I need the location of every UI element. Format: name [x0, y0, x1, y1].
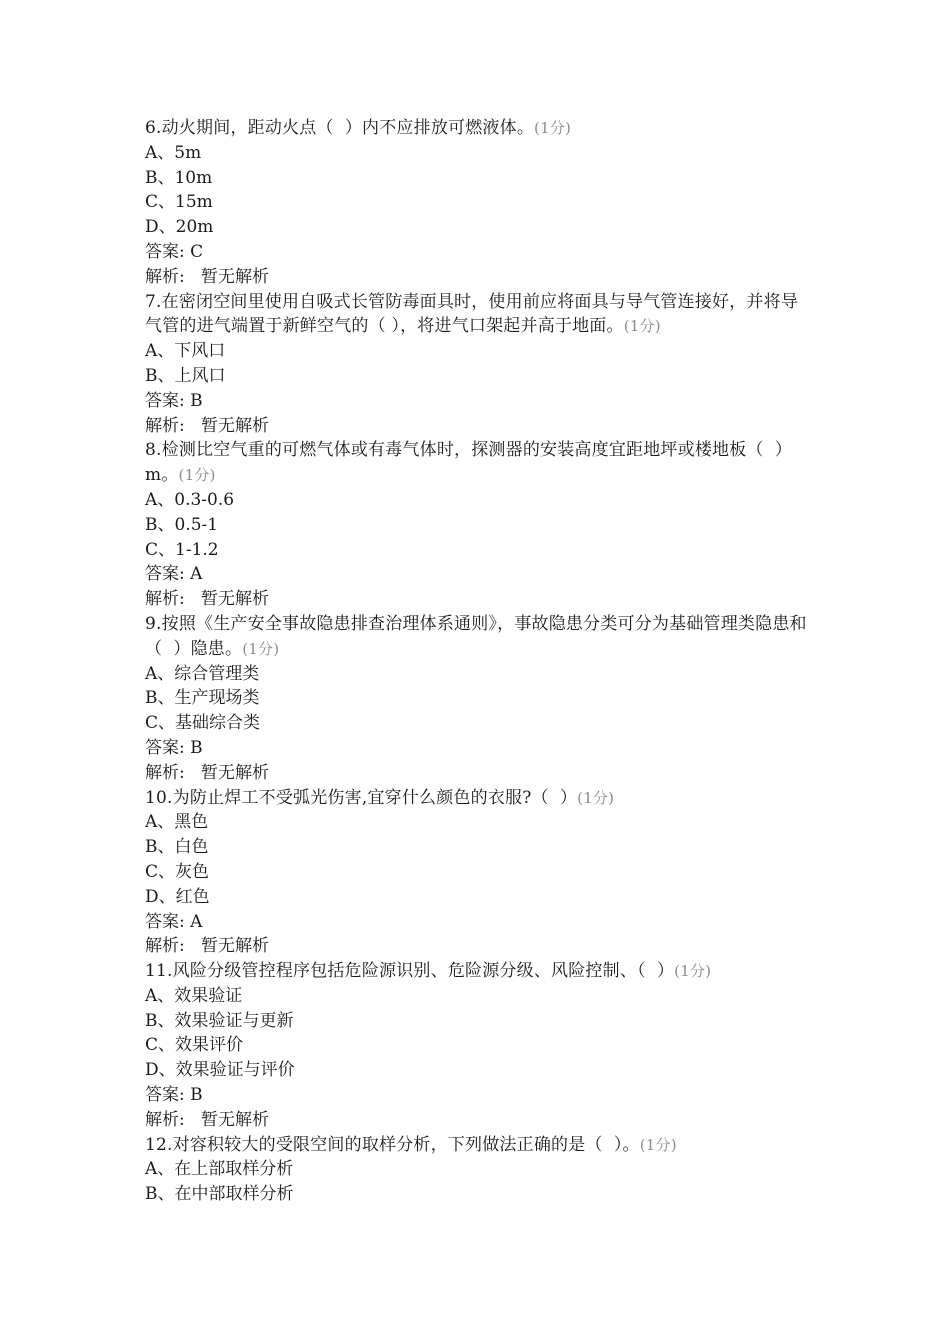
analysis: 解析: 暂无解析 [145, 415, 269, 436]
analysis: 解析: 暂无解析 [145, 762, 269, 783]
option-c: C、效果评价 [145, 1035, 244, 1056]
question-text: 7.在密闭空间里使用自吸式长管防毒面具时，使用前应将面具与导气管连接好，并将导气管的进气端置于新鲜空气的（ ），将进气口架起并高于地面。 [145, 291, 799, 337]
answer: 答案: A [145, 564, 203, 585]
question-score: (1分) [623, 317, 661, 336]
question-12 [145, 1133, 810, 1158]
analysis: 解析: 暂无解析 [145, 266, 269, 287]
option-b: B、10m [145, 167, 213, 188]
option-a: A、综合管理类 [145, 663, 260, 684]
question-7 [145, 290, 810, 340]
question-text: 10.为防止焊工不受弧光伤害,宜穿什么颜色的衣服?（ ） [145, 787, 578, 808]
question-text: 12.对容积较大的受限空间的取样分析，下列做法正确的是（ ）。 [145, 1134, 640, 1155]
option-b: B、0.5-1 [145, 514, 219, 535]
question-text: 8.检测比空气重的可燃气体或有毒气体时，探测器的安装高度宜距地坪或楼地板（ ）m。 [145, 440, 793, 486]
question-text: 9.按照《生产安全事故隐患排查治理体系通则》，事故隐患分类可分为基础管理类隐患和（ ）隐患。 [145, 613, 807, 659]
question-score: (1分) [178, 466, 216, 485]
option-a: A、下风口 [145, 341, 226, 362]
analysis: 解析: 暂无解析 [145, 1109, 269, 1130]
option-c: C、15m [145, 192, 213, 213]
option-b: B、在中部取样分析 [145, 1184, 294, 1205]
question-list [145, 116, 810, 1207]
option-b: B、生产现场类 [145, 688, 260, 709]
option-c: C、1-1.2 [145, 539, 219, 560]
option-a: A、5m [145, 142, 202, 163]
option-d: D、效果验证与评价 [145, 1060, 295, 1081]
answer: 答案: B [145, 390, 203, 411]
option-d: D、20m [145, 217, 214, 238]
option-b: B、白色 [145, 837, 209, 858]
question-score: (1分) [639, 1135, 677, 1154]
option-d: D、红色 [145, 886, 210, 907]
question-score: (1分) [242, 639, 280, 658]
question-6 [145, 116, 810, 141]
analysis: 解析: 暂无解析 [145, 589, 269, 610]
option-a: A、在上部取样分析 [145, 1159, 294, 1180]
question-text: 11.风险分级管控程序包括危险源识别、危险源分级、风险控制、（ ） [145, 961, 675, 982]
question-score: (1分) [534, 119, 572, 137]
question-10 [145, 786, 810, 811]
option-b: B、效果验证与更新 [145, 1010, 294, 1031]
option-a: A、黑色 [145, 812, 209, 833]
question-score: (1分) [577, 788, 615, 807]
analysis: 解析: 暂无解析 [145, 936, 269, 957]
question-text: 6.动火期间，距动火点（ ）内不应排放可燃液体。 [145, 118, 535, 138]
option-a: A、效果验证 [145, 985, 243, 1006]
answer: 答案: A [145, 911, 203, 932]
question-9 [145, 612, 810, 662]
option-a: A、0.3-0.6 [145, 489, 235, 510]
question-8 [145, 438, 810, 488]
question-11 [145, 959, 810, 984]
answer: 答案: B [145, 737, 203, 758]
answer: 答案: B [145, 1085, 203, 1106]
answer: 答案: C [145, 241, 204, 262]
option-b: B、上风口 [145, 365, 226, 386]
option-c: C、基础综合类 [145, 713, 261, 734]
option-c: C、灰色 [145, 861, 210, 882]
question-score: (1分) [674, 962, 712, 981]
